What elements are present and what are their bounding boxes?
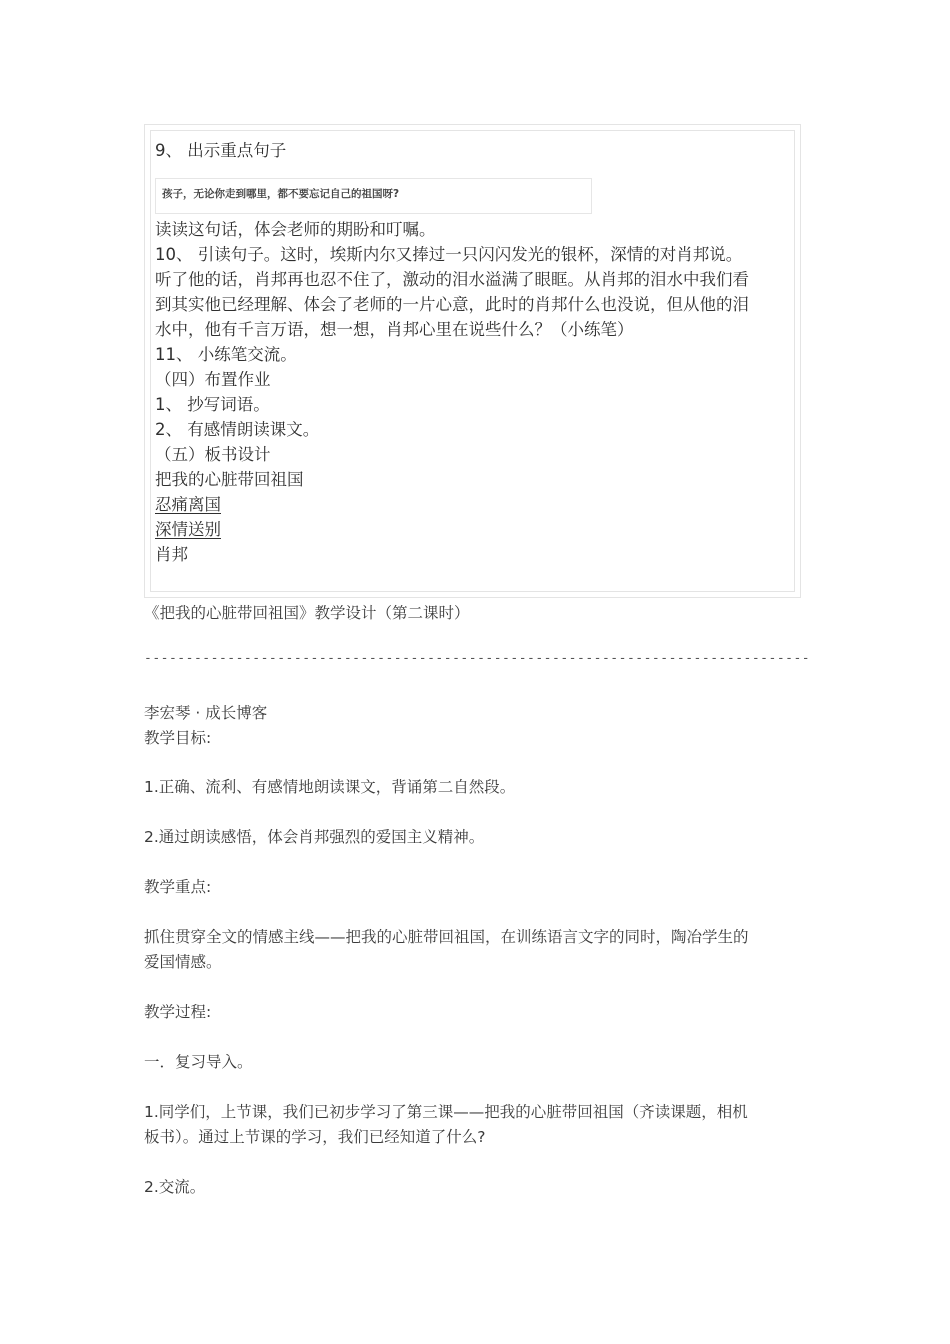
- step-heading: 一．复习导入。: [144, 1053, 253, 1071]
- body-line: 到其实他已经理解、体会了老师的一片心意，此时的肖邦什么也没说，但从他的泪: [155, 295, 749, 314]
- focus-label: 教学重点:: [144, 878, 212, 896]
- document-title: 《把我的心脏带回祖国》教学设计（第二课时）: [144, 604, 470, 622]
- lesson-content-inner: [150, 130, 795, 592]
- body-line: （五）板书设计: [155, 445, 271, 464]
- goal-item: 1.正确、流利、有感情地朗读课文，背诵第二自然段。: [144, 778, 516, 796]
- paragraph: 2.交流。: [144, 1178, 206, 1196]
- body-line: 水中，他有千言万语，想一想，肖邦心里在说些什么？（小练笔）: [155, 320, 634, 339]
- goals-label: 教学目标:: [144, 729, 212, 747]
- divider-line: --------------------------------------------------------------------------------: [144, 651, 811, 666]
- paragraph: 板书）。通过上节课的学习，我们已经知道了什么?: [144, 1128, 486, 1146]
- lesson-content-box: [144, 124, 801, 598]
- body-line: 读读这句话，体会老师的期盼和叮嘱。: [155, 220, 436, 239]
- board-item: 肖邦: [155, 545, 188, 564]
- key-sentence: 孩子，无论你走到哪里，都不要忘记自己的祖国呀?: [162, 188, 400, 200]
- paragraph: 1.同学们，上节课，我们已初步学习了第三课——把我的心脏带回祖国（齐读课题，相机: [144, 1103, 748, 1121]
- focus-text: 抓住贯穿全文的情感主线——把我的心脏带回祖国，在训练语言文字的同时，陶冶学生的: [144, 928, 749, 946]
- key-sentence-box: [155, 178, 592, 214]
- goal-item: 2.通过朗读感悟，体会肖邦强烈的爱国主义精神。: [144, 828, 485, 846]
- body-line: 10、 引读句子。这时，埃斯内尔又捧过一只闪闪发光的银杯，深情的对肖邦说。: [155, 245, 743, 264]
- body-line: 1、 抄写词语。: [155, 395, 270, 414]
- body-line: 11、 小练笔交流。: [155, 345, 297, 364]
- focus-text: 爱国情感。: [144, 953, 222, 971]
- author-line: 李宏琴 · 成长博客: [144, 704, 268, 722]
- board-item: 忍痛离国: [155, 495, 221, 514]
- body-line: 2、 有感情朗读课文。: [155, 420, 320, 439]
- body-line: 听了他的话，肖邦再也忍不住了，激动的泪水溢满了眼眶。从肖邦的泪水中我们看: [155, 270, 749, 289]
- board-item: 深情送别: [155, 520, 221, 539]
- step-9-heading: 9、 出示重点句子: [155, 141, 287, 160]
- board-title: 把我的心脏带回祖国: [155, 470, 304, 489]
- body-line: （四）布置作业: [155, 370, 271, 389]
- process-label: 教学过程:: [144, 1003, 212, 1021]
